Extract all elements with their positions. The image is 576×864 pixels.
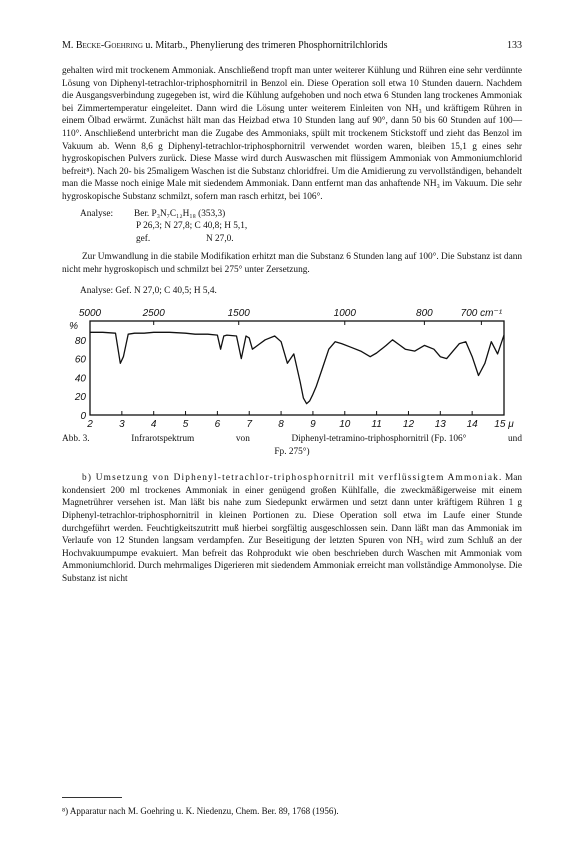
figure-caption-a: Infrarotspektrum <box>131 434 195 445</box>
x-tick-label: 9 <box>310 419 316 431</box>
analysis-formula: Ber. P₃N₇C₁₂H₁₈ (353,3) <box>134 208 226 219</box>
x-tick-label: 5 <box>182 419 189 431</box>
footnote-marker: ⁸) <box>62 806 69 816</box>
footnote-rule <box>62 797 122 798</box>
paragraph-3-text: Man kondensiert 200 ml trockenes Ammoniak in einer genügend großen Kühlfalle, die zweckmäßigerweise mit einem Magnetrührer versehen ist. Man läßt bis nahe zum Siedepunkt erwärmen und setzt dann unter kräftigem Rühren 1 g Diphenyl-tetrachlor-triphosphornitril in kleinen Portionen zu. Diese Operation soll etwa im Laufe einer Stunde durchgeführt werden. Feuchtigkeitszutritt muß hierbei sorgfältig ausgeschlossen sein. Dann läßt man das Ammoniak im Verlaufe von 12 Stunden langsam verdampfen. Zur Beseitigung der letzten Spuren von NH₃ wird zum Schluß an der Hochvakuumpumpe evakuiert. Man befreit das Rohprodukt wie oben beschrieben durch Waschen mit Ammoniak vom Ammoniumchlorid. Durch mehrmaliges Digerieren mit siedendem Ammoniak erreicht man vollständige Ammonolyse. Die Substanz ist nicht <box>62 473 522 585</box>
ir-spectrum-chart <box>62 303 522 433</box>
x-tick-label: 14 <box>466 419 478 431</box>
section-heading: b) Umsetzung von Diphenyl-tetrachlor-triphosphornitril mit verflüssigtem Ammoniak. <box>82 473 503 484</box>
y-tick-label: 80 <box>74 335 86 347</box>
header-rest: u. Mitarb., Phenylierung des trimeren Phosphornitrilchlorids <box>142 40 388 51</box>
paragraph-3 <box>62 472 522 585</box>
x-tick-label: 8 <box>278 419 284 431</box>
y-tick-label: 60 <box>74 354 86 366</box>
x-tick-label: 12 <box>402 419 415 431</box>
footnote <box>62 806 522 816</box>
top-tick-label: 800 <box>416 308 433 320</box>
paragraph-1: gehalten wird mit trockenem Ammoniak. Anschließend tropft man unter weiterer Kühlung und Rühren eine sehr verdünnte Lösung von Diphenyl-tetrachlor-triphosphornitril in Benzol ein. Diese Operation soll etwa 10 Stunden dauern. Nachdem die Ausgangsverbindung zugegeben ist, wird die Kühlung aufgehoben und noch etwa 6 Stunden lang trockenes Ammoniak bei Zimmertemperatur eingeleitet. Dann wird die Lösung unter weiterem Einleiten von NH₃ und kräftigem Rühren in einem Ölbad erwärmt. Zunächst hält man das Heizbad etwa 10 Stunden lang auf 90°, dann 50 bis 60 Stunden auf 100—110°. Anschließend unterbricht man die Zugabe des Ammoniaks, spült mit trockenem Stickstoff und zieht das Benzol im Vakuum ab. Wenn 8,6 g Diphenyl-tetrachlor-triphosphornitril verwendet worden waren, bleiben 15,1 g eines sehr hygroskopischen Pulvers zurück. Diese Masse wird durch Auswaschen mit flüssigem Ammoniak von Ammoniumchlorid befreit⁸). Nach 20- bis 25maligem Waschen ist die Substanz chloridfrei. Um die Amidierung zu vervollständigen, behandelt man die Masse noch einige Male mit siedendem Ammoniak. Dann entfernt man das anhaftende NH₃ im Vakuum. Die sehr hygroskopische Substanz schmilzt, sofern man rasch erhitzt, bei 106°. <box>62 66 522 202</box>
figure-caption-b: von <box>235 434 250 445</box>
x-tick-label: 13 <box>434 419 446 431</box>
top-tick-label: 5000 <box>78 308 102 320</box>
figure-label: Abb. 3. <box>62 434 90 445</box>
x-tick-label: 10 <box>339 419 351 431</box>
top-tick-label: 2500 <box>142 308 165 320</box>
paragraph-2: Zur Umwandlung in die stabile Modifikation erhitzt man die Substanz 6 Stunden lang auf 100°. Die Substanz ist dann nicht mehr hygroskopisch und schmilzt bei 275° unter Zersetzung. <box>62 252 522 275</box>
ir-spectrum-figure <box>62 303 522 433</box>
x-tick-label: 7 <box>246 419 253 431</box>
figure-caption-c: Diphenyl-tetramino-triphosphornitril (Fp. 106° <box>291 434 467 445</box>
x-tick-label: 15 μ <box>494 419 514 431</box>
header-author: M. Becke-Goehring <box>62 40 143 51</box>
page-body <box>62 40 522 586</box>
y-tick-label: 20 <box>74 392 86 404</box>
x-tick-label: 4 <box>150 419 157 431</box>
figure-caption-line2: Fp. 275°) <box>274 446 310 457</box>
footnote-text: Apparatur nach M. Goehring u. K. Niedenzu, Chem. Ber. 89, 1768 (1956). <box>68 806 339 816</box>
header-title <box>62 40 388 51</box>
analysis-calculated: P 26,3; N 27,8; C 40,8; H 5,1, <box>136 221 248 232</box>
analysis-2-text: Analyse: Gef. N 27,0; C 40,5; H 5,4. <box>80 285 217 296</box>
y-unit-label: % <box>69 321 78 333</box>
running-header <box>62 40 522 51</box>
x-tick-label: 11 <box>371 419 382 431</box>
analysis-found-label: gef. <box>136 233 151 244</box>
y-tick-label: 40 <box>74 373 86 385</box>
analysis-label: Analyse: <box>80 208 114 219</box>
analysis-block-1 <box>80 208 522 246</box>
top-tick-label: 700 cm⁻¹ <box>460 308 503 320</box>
top-tick-label: 1500 <box>227 308 250 320</box>
x-tick-label: 3 <box>119 419 125 431</box>
y-tick-label: 0 <box>80 411 86 423</box>
x-tick-label: 2 <box>87 419 93 431</box>
analysis-found-values: N 27,0. <box>206 233 234 244</box>
spectrum-line <box>90 332 504 403</box>
figure-caption <box>62 433 522 446</box>
top-tick-label: 1000 <box>333 308 356 320</box>
analysis-block-2 <box>80 285 522 298</box>
figure-caption-d: und <box>508 434 522 445</box>
page-number: 133 <box>507 40 522 51</box>
x-tick-label: 6 <box>214 419 221 431</box>
